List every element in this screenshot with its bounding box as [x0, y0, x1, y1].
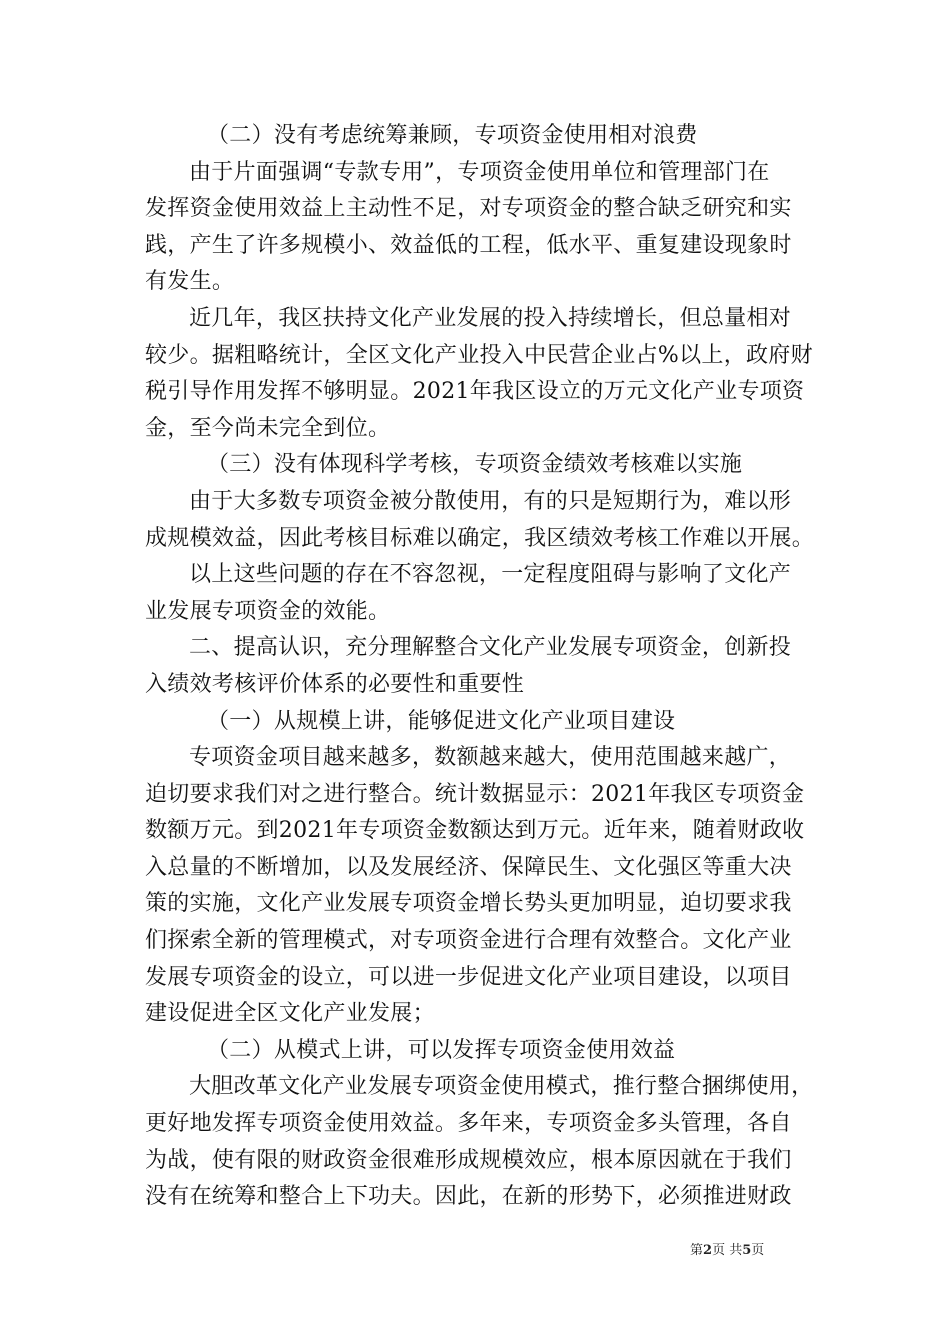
section-heading: 入绩效考核评价体系的必要性和重要性 — [145, 671, 525, 697]
paragraph-line: 成规模效益，因此考核目标难以确定，我区绩效考核工作难以开展。 — [145, 525, 815, 551]
paragraph-line: 发挥资金使用效益上主动性不足，对专项资金的整合缺乏研究和实 — [145, 196, 792, 222]
paragraph-line: 更好地发挥专项资金使用效益。多年来，专项资金多头管理，各自 — [145, 1111, 792, 1137]
total-page-number: 5 — [742, 1243, 752, 1258]
paragraph-line: 迫切要求我们对之进行整合。统计数据显示：2021年我区专项资金 — [145, 781, 805, 807]
paragraph-line: 践，产生了许多规模小、效益低的工程，低水平、重复建设现象时 — [145, 232, 792, 258]
section-heading: （二）没有考虑统筹兼顾，专项资金使用相对浪费 — [207, 123, 698, 148]
footer-middle: 页 共 — [712, 1243, 743, 1258]
page-footer — [690, 1242, 764, 1260]
paragraph-line: 们探索全新的管理模式，对专项资金进行合理有效整合。文化产业 — [145, 928, 792, 954]
section-heading: （一）从规模上讲，能够促进文化产业项目建设 — [207, 708, 676, 734]
paragraph-line: 税引导作用发挥不够明显。2021年我区设立的万元文化产业专项资 — [145, 379, 805, 405]
section-heading: （三）没有体现科学考核，专项资金绩效考核难以实施 — [207, 452, 743, 478]
current-page-number: 2 — [703, 1243, 713, 1258]
section-heading: （二）从模式上讲，可以发挥专项资金使用效益 — [207, 1037, 676, 1063]
paragraph-line: 没有在统筹和整合上下功夫。因此，在新的形势下，必须推进财政 — [145, 1184, 792, 1210]
paragraph-line: 金，至今尚未完全到位。 — [145, 415, 391, 441]
footer-prefix: 第 — [690, 1243, 704, 1258]
paragraph-line: 近几年，我区扶持文化产业发展的投入持续增长，但总量相对 — [189, 305, 792, 331]
paragraph-line: 业发展专项资金的效能。 — [145, 598, 391, 624]
paragraph-line: 专项资金项目越来越多，数额越来越大，使用范围越来越广， — [189, 745, 792, 771]
paragraph-line: 以上这些问题的存在不容忽视，一定程度阻碍与影响了文化产 — [189, 562, 792, 588]
document-body — [145, 118, 815, 1216]
paragraph-line: 发展专项资金的设立，可以进一步促进文化产业项目建设，以项目 — [145, 964, 792, 990]
section-heading: 二、提高认识，充分理解整合文化产业发展专项资金，创新投 — [189, 635, 792, 661]
paragraph-line: 入总量的不断增加，以及发展经济、保障民生、文化强区等重大决 — [145, 854, 792, 880]
paragraph-line: 数额万元。到2021年专项资金数额达到万元。近年来，随着财政收 — [145, 818, 805, 844]
paragraph-line: 由于片面强调“专款专用”，专项资金使用单位和管理部门在 — [189, 159, 770, 185]
paragraph-line: 有发生。 — [145, 269, 235, 295]
paragraph-line: 由于大多数专项资金被分散使用，有的只是短期行为，难以形 — [189, 488, 792, 514]
paragraph-line: 较少。据粗略统计，全区文化产业投入中民营企业占%以上，政府财 — [145, 342, 813, 368]
footer-suffix: 页 — [751, 1243, 765, 1258]
paragraph-line: 建设促进全区文化产业发展； — [145, 1001, 435, 1027]
paragraph-line: 大胆改革文化产业发展专项资金使用模式，推行整合捆绑使用， — [189, 1074, 814, 1100]
paragraph-line: 为战，使有限的财政资金很难形成规模效应，根本原因就在于我们 — [145, 1147, 792, 1173]
paragraph-line: 策的实施，文化产业发展专项资金增长势头更加明显，迫切要求我 — [145, 891, 792, 917]
